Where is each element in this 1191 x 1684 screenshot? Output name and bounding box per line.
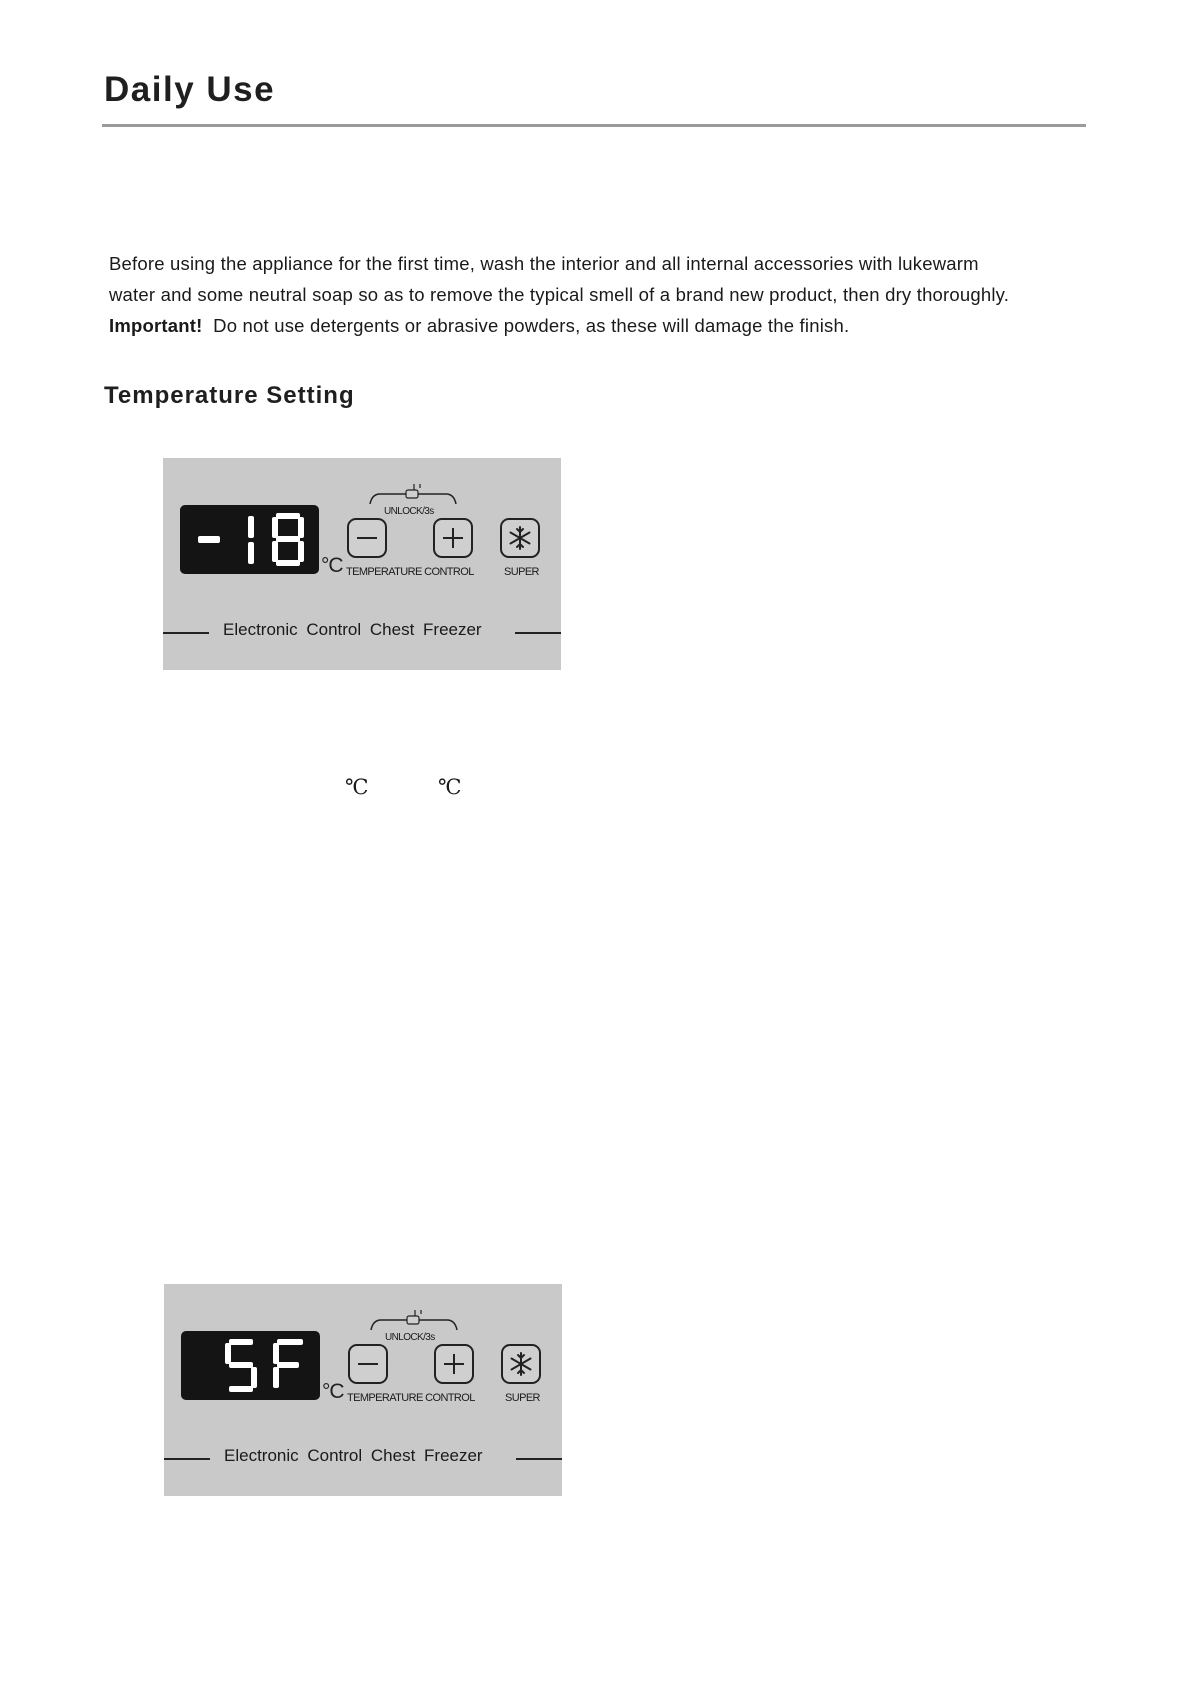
snowflake-icon [502, 520, 538, 556]
important-text: Do not use detergents or abrasive powders, as these will damage the finish. [213, 315, 850, 336]
unlock-label: UNLOCK/3s [384, 506, 434, 517]
seven-segment-digits [180, 505, 319, 574]
brand-strip [163, 618, 561, 648]
temperature-display [180, 505, 319, 574]
control-panel-1 [163, 458, 561, 670]
minus-icon [350, 1346, 386, 1382]
super-freeze-display [181, 1331, 320, 1400]
plus-icon [435, 520, 471, 556]
degree-fragment-1: ℃ [345, 775, 369, 799]
plus-button[interactable] [433, 518, 473, 558]
unlock-label: UNLOCK/3s [385, 1332, 435, 1343]
super-button[interactable] [500, 518, 540, 558]
section-title: Temperature Setting [104, 382, 355, 409]
celsius-unit: °C [322, 1380, 344, 1403]
brand-text: Electronic Control Chest Freezer [224, 1446, 483, 1465]
snowflake-icon [503, 1346, 539, 1382]
temperature-control-label: TEMPERATURE CONTROL [347, 1392, 475, 1404]
super-label: SUPER [504, 566, 539, 578]
celsius-unit: °C [321, 554, 343, 577]
brand-line-left [163, 632, 209, 634]
intro-paragraph [109, 248, 1109, 341]
intro-line-2: water and some neutral soap so as to remove the typical smell of a brand new product, then dry thoroughly. [109, 284, 1010, 305]
title-divider [102, 124, 1086, 127]
plus-button[interactable] [434, 1344, 474, 1384]
plus-icon [436, 1346, 472, 1382]
super-label: SUPER [505, 1392, 540, 1404]
page-title: Daily Use [104, 70, 276, 109]
brand-strip [164, 1444, 562, 1474]
minus-button[interactable] [348, 1344, 388, 1384]
brand-line-right [516, 1458, 562, 1460]
minus-button[interactable] [347, 518, 387, 558]
seven-segment-digits [181, 1331, 320, 1400]
unlock-bracket [369, 1310, 459, 1334]
brand-line-right [515, 632, 561, 634]
super-button[interactable] [501, 1344, 541, 1384]
important-label: Important! [109, 315, 203, 336]
unlock-bracket [368, 484, 458, 508]
brand-line-left [164, 1458, 210, 1460]
temperature-control-label: TEMPERATURE CONTROL [346, 566, 474, 578]
minus-icon [349, 520, 385, 556]
intro-line-3 [109, 310, 1109, 341]
control-panel-2 [164, 1284, 562, 1496]
degree-fragment-2: ℃ [438, 775, 462, 799]
intro-line-1: Before using the appliance for the first time, wash the interior and all internal accessories with lukewarm [109, 253, 979, 274]
brand-text: Electronic Control Chest Freezer [223, 620, 482, 639]
